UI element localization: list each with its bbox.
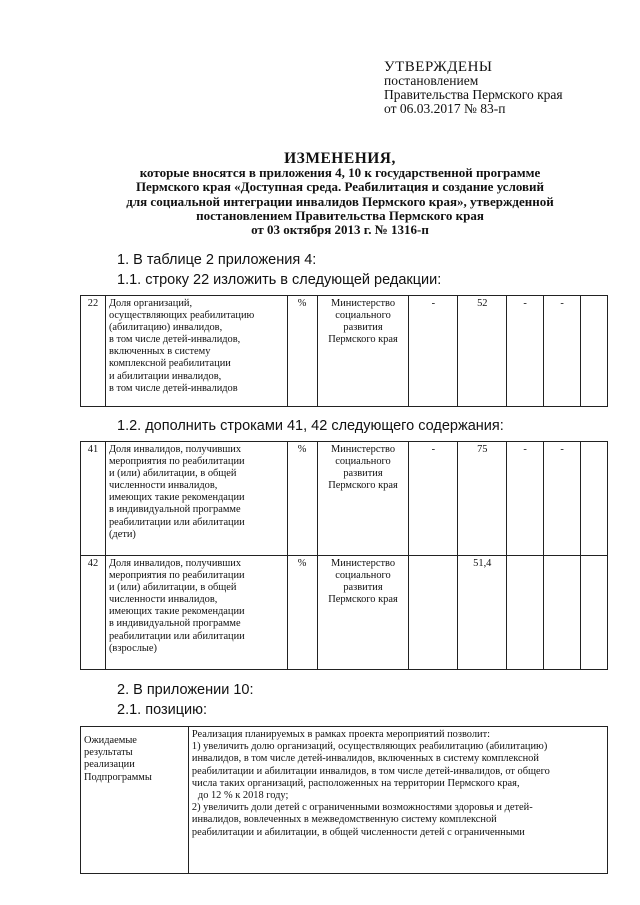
section-1-1: 1.1. строку 22 изложить в следующей редакции: xyxy=(117,272,442,288)
value-cell xyxy=(544,556,581,670)
position-table xyxy=(80,726,608,874)
table-row xyxy=(81,727,608,874)
document-heading xyxy=(60,152,620,237)
row-number: 41 xyxy=(81,442,106,556)
value-cell: - xyxy=(409,296,458,407)
heading-title: ИЗМЕНЕНИЯ, xyxy=(284,150,396,167)
approval-line: постановлением xyxy=(384,73,479,88)
indicator-name: Доля инвалидов, получивших мероприятия по реабилитации и (или) абилитации, в общей численности инвалидов, имеющих такие рекомендации в индивидуальной программе реабилитации или абилитации (дети) xyxy=(105,442,287,556)
position-content: Реализация планируемых в рамках проекта мероприятий позволит: 1) увеличить долю организаций, осуществляющих реабилитацию (абилитацию) инвалидов, в том числе детей-инвалидов, включенных в систему комплексной реабилитации и абилитации инвалидов, в том числе детей-инвалидов, от общего числа таких организаций, расположенных на территории Пермского края, до 12 % к 2018 году; 2) увеличить доли детей с ограниченными возможностями здоровья и детей- инвалидов, вовлеченных в межведомственную систему комплексной реабилитации и абилитации, в общей численности детей с ограниченными xyxy=(188,727,607,874)
section-2: 2. В приложении 10: xyxy=(117,682,254,698)
value-cell: 51,4 xyxy=(458,556,507,670)
indicator-name: Доля инвалидов, получивших мероприятия по реабилитации и (или) абилитации, в общей численности инвалидов, имеющих такие рекомендации в индивидуальной программе реабилитации или абилитации (взрослые) xyxy=(105,556,287,670)
empty-cell xyxy=(581,442,608,556)
value-cell: - xyxy=(507,296,544,407)
approval-block xyxy=(384,60,563,116)
value-cell: 52 xyxy=(458,296,507,407)
indicator-name: Доля организаций, осуществляющих реабилитацию (абилитацию) инвалидов, в том числе детей-инвалидов, включенных в систему комплексной реабилитации и абилитации инвалидов, в том числе детей-инвалидов xyxy=(105,296,287,407)
executor: Министерство социального развития Пермского края xyxy=(317,296,409,407)
value-cell xyxy=(409,556,458,670)
heading-line: от 03 октября 2013 г. № 1316-п xyxy=(251,222,429,238)
position-label: Ожидаемые результаты реализации Подпрограммы xyxy=(81,727,189,874)
section-1-2: 1.2. дополнить строками 41, 42 следующего содержания: xyxy=(117,418,504,434)
value-cell: - xyxy=(409,442,458,556)
table-rows-41-42 xyxy=(80,441,608,670)
executor: Министерство социального развития Пермского края xyxy=(317,556,409,670)
empty-cell xyxy=(581,556,608,670)
unit: % xyxy=(287,442,317,556)
section-2-1: 2.1. позицию: xyxy=(117,702,208,718)
heading-line: для социальной интеграции инвалидов Пермского края», утвержденной xyxy=(126,193,554,209)
approval-title: УТВЕРЖДЕНЫ xyxy=(384,59,493,75)
heading-line: Пермского края «Доступная среда. Реабилитация и создание условий xyxy=(135,179,545,195)
value-cell: - xyxy=(507,442,544,556)
heading-line: которые вносятся в приложения 4, 10 к государственной программе xyxy=(139,165,541,181)
table-row-22 xyxy=(80,295,608,407)
empty-cell xyxy=(581,296,608,407)
value-cell: - xyxy=(544,442,581,556)
approval-line: от 06.03.2017 № 83-п xyxy=(384,101,506,116)
executor: Министерство социального развития Пермского края xyxy=(317,442,409,556)
table-row xyxy=(81,296,608,407)
unit: % xyxy=(287,296,317,407)
row-number: 22 xyxy=(81,296,106,407)
value-cell xyxy=(507,556,544,670)
heading-line: постановлением Правительства Пермского края xyxy=(196,207,484,223)
section-1: 1. В таблице 2 приложения 4: xyxy=(117,252,317,268)
approval-line: Правительства Пермского края xyxy=(384,87,563,102)
row-number: 42 xyxy=(81,556,106,670)
table-row xyxy=(81,556,608,670)
unit: % xyxy=(287,556,317,670)
table-row xyxy=(81,442,608,556)
value-cell: 75 xyxy=(458,442,507,556)
value-cell: - xyxy=(544,296,581,407)
